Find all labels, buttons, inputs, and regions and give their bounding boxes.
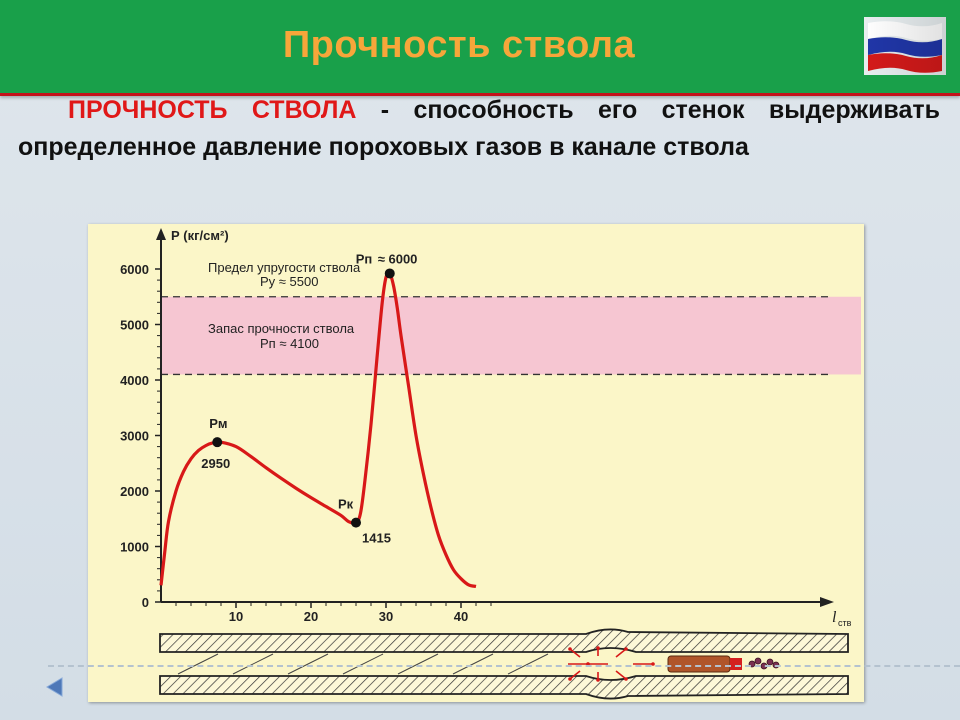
x-tick-label: 10	[228, 609, 244, 624]
band-label: Запас прочности ствола	[208, 321, 355, 336]
rifling-line	[343, 654, 383, 674]
bullet-tip	[730, 658, 742, 670]
rifling-line	[178, 654, 218, 674]
y-tick-label: 1000	[120, 539, 149, 555]
x-axis-arrow	[820, 597, 834, 607]
rifling-line	[453, 654, 493, 674]
rifling-line	[398, 654, 438, 674]
definition-paragraph	[18, 92, 940, 166]
rifling-line	[288, 654, 328, 674]
gas-arrow-head	[596, 678, 600, 682]
y-axis-label: Р (кг/см²)	[171, 228, 229, 243]
rifling-line	[233, 654, 273, 674]
band-label: Предел упругости ствола	[208, 260, 361, 275]
barrel-wall-top	[160, 629, 848, 652]
y-axis-arrow	[156, 228, 166, 240]
triangle-left-icon[interactable]	[44, 676, 64, 698]
point-value: ≈ 6000	[377, 251, 418, 267]
band-sub-label: Ру ≈ 5500	[260, 274, 319, 289]
x-axis-label-sub: ств	[838, 618, 852, 628]
point-label: Рп	[355, 251, 373, 267]
point-marker	[385, 268, 395, 278]
gas-arrow	[616, 649, 626, 657]
point-label: Рм	[209, 416, 228, 432]
y-tick-label: 2000	[120, 484, 149, 499]
russia-flag-icon	[864, 17, 946, 75]
pressure-chart	[88, 224, 864, 702]
slide-title: Прочность ствола	[282, 24, 636, 66]
y-tick-label: 3000	[120, 428, 149, 444]
gas-arrow-head	[624, 677, 628, 681]
gas-arrow-head	[568, 647, 572, 651]
bullet-body	[668, 656, 730, 672]
gas-arrow-head	[624, 647, 628, 651]
powder-grain	[755, 658, 761, 664]
pressure-chart-figure	[88, 224, 864, 702]
point-value: 2950	[201, 456, 231, 472]
x-tick-label: 20	[303, 609, 319, 624]
rifling-line	[508, 654, 548, 674]
point-marker	[212, 437, 222, 447]
y-tick-label: 5000	[120, 317, 149, 333]
gas-arrow	[616, 671, 626, 679]
point-marker	[351, 518, 361, 528]
y-tick-label: 6000	[120, 262, 149, 277]
barrel-illustration	[160, 629, 848, 698]
x-tick-label: 40	[453, 609, 469, 624]
y-tick-label: 4000	[120, 373, 149, 388]
definition-text: - способность его стенок выдерживать определенное давление пороховых газов в канале ствола	[18, 96, 940, 161]
x-tick-label: 30	[378, 609, 394, 624]
footer-divider	[48, 665, 960, 667]
point-label: Рк	[338, 496, 354, 512]
gas-arrow-head	[596, 646, 600, 650]
band-sub-label: Рп ≈ 4100	[260, 336, 319, 351]
gas-arrow-head	[568, 677, 572, 681]
definition-term: ПРОЧНОСТЬ СТВОЛА	[68, 96, 357, 124]
barrel-wall-bottom	[160, 676, 848, 699]
x-axis-label: l	[832, 609, 837, 626]
y-tick-label: 0	[141, 595, 149, 610]
point-value: 1415	[362, 530, 391, 546]
title-bar	[0, 0, 960, 96]
